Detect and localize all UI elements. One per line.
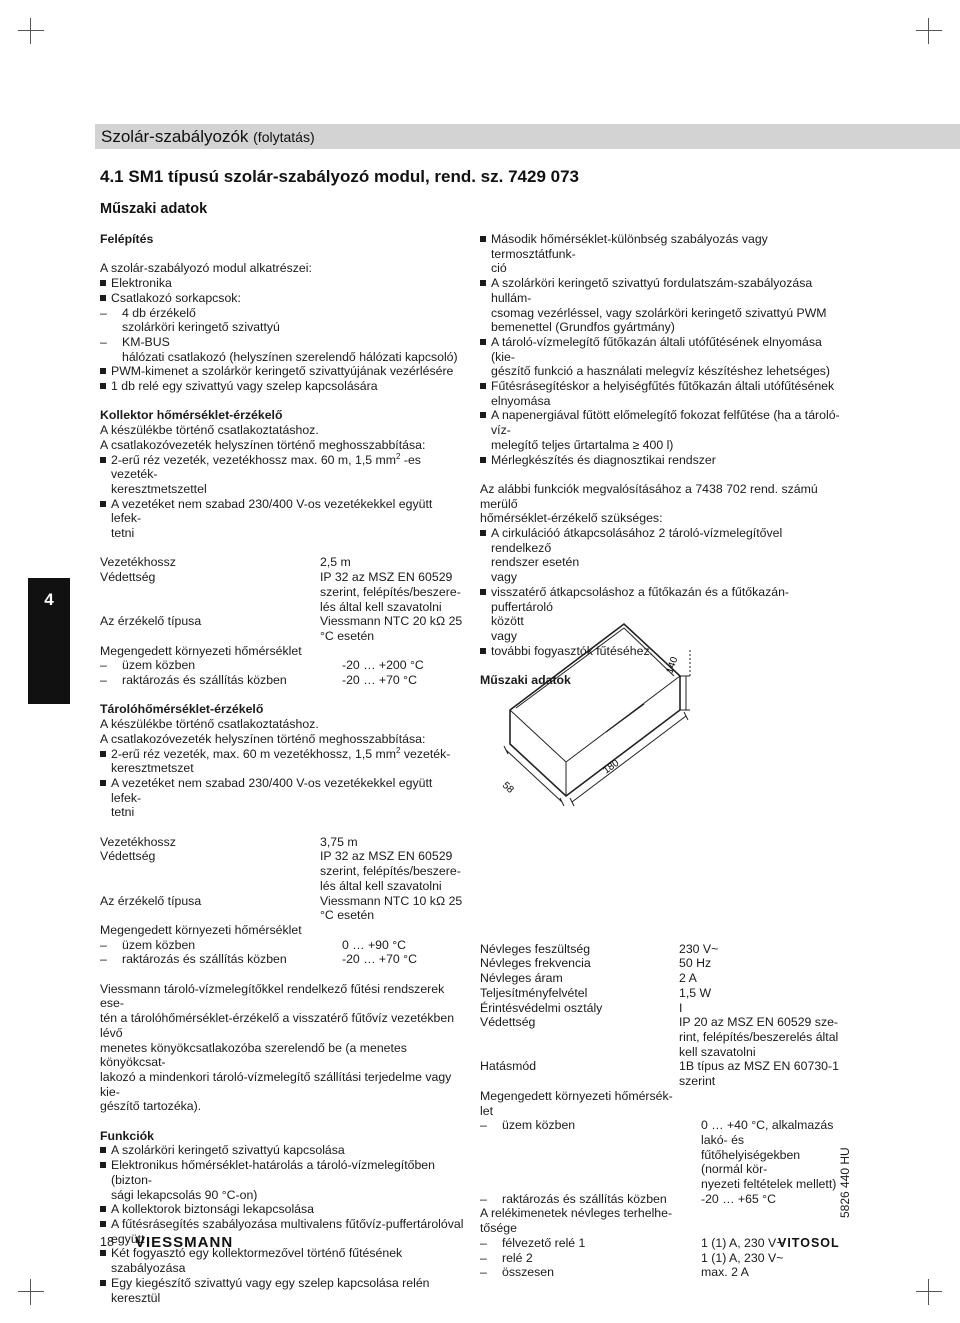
bullet-item: A tároló-vízmelegítő fűtőkazán általi utófűtésének elnyomása (kie- (480, 335, 845, 364)
spec-row: – üzem közben -20 … +200 °C (100, 658, 465, 673)
bullet-item: A vezetéket nem szabad 230/400 V-os vezetékekkel együtt lefek- (100, 776, 465, 805)
page-subtitle: Műszaki adatok (100, 201, 208, 217)
spec-row: – relé 2 1 (1) A, 230 V~ (480, 1251, 845, 1266)
spec-row: – raktározás és szállítás közben -20 … +70 °C (100, 673, 465, 688)
spec-heading: Megengedett környezeti hőmérséklet (100, 643, 302, 658)
chapter-tab (28, 578, 70, 704)
continuation-line: vagy (491, 628, 517, 643)
spec-row: Védettség IP 20 az MSZ EN 60529 sze- rint, felépítés/beszerelés által kell szavatolni (480, 1015, 839, 1059)
text-line: Viessmann tároló-vízmelegítőkkel rendelkező fűtési rendszerek ese- (100, 981, 445, 1011)
dim-180-label: 180 (601, 757, 622, 777)
bullet-item: Elektronika (100, 276, 465, 291)
bullet-item: Csatlakozó sorkapcsok: (100, 291, 465, 306)
chapter-tab-number: 4 (44, 590, 54, 609)
section-header-sub: (folytatás) (253, 129, 315, 145)
bullet-item: A cirkulációó átkapcsolásához 2 tároló-vízmelegítővel rendelkező (480, 526, 845, 555)
continuation-line: elnyomása (491, 393, 551, 408)
bullet-item: A napenergiával fűtött előmelegítő fokozat felfűtése (ha a tároló-víz- (480, 408, 845, 437)
spec-row: – üzem közben 0 … +90 °C (100, 938, 465, 953)
spec-row: – üzem közben 0 … +40 °C, alkalmazás lakó- és fűtőhelyiségekben (normál kör- nyezeti feltételek mellett) (480, 1118, 845, 1192)
spec-row: – félvezető relé 1 1 (1) A, 230 V~ (480, 1236, 845, 1251)
continuation-line: között (491, 614, 524, 629)
left-column (100, 232, 465, 1305)
bullet-item: A kollektorok biztonsági lekapcsolása (100, 1202, 465, 1217)
continuation-line: melegítő teljes űrtartalma ≥ 400 l) (491, 437, 674, 452)
tech-heading: Műszaki adatok (480, 673, 571, 688)
bullet-item: Egy kiegészítő szivattyú vagy egy szelep kapcsolása relén keresztül (100, 1276, 465, 1305)
section-header-bar (95, 124, 960, 149)
bullet-item: Fűtésrásegítéskor a helyiségfűtés fűtőkazán általi utófűtésének (480, 379, 845, 394)
dash-item: – KM-BUS (100, 335, 465, 350)
bullet-item: A vezetéket nem szabad 230/400 V-os vezetékekkel együtt lefek- (100, 497, 465, 526)
product-name: VITOSOL (778, 1236, 840, 1250)
text-line: A készülékbe történő csatlakoztatáshoz. (100, 717, 319, 732)
bullet-item: Mérlegkészítés és diagnosztikai rendszer (480, 453, 845, 468)
indented-item: szolárköri keringető szivattyú (122, 320, 280, 335)
text-line: A készülékbe történő csatlakoztatáshoz. (100, 423, 319, 438)
bullet-item: A szolárköri keringető szivattyú fordulatszám-szabályozása hullám- (480, 276, 845, 305)
page-title: 4.1 SM1 típusú szolár-szabályozó modul, rend. sz. 7429 073 (100, 167, 579, 186)
continuation-line: ció (491, 261, 507, 276)
dim-58-label: 58 (499, 780, 516, 796)
spec-row: Védettség IP 32 az MSZ EN 60529 szerint, felépítés/beszere- lés által kell szavatolni (100, 570, 461, 614)
text-line: tén a tárolóhőmérséklet-érzékelő a visszatérő fűtővíz vezetékben lévő (100, 1011, 455, 1040)
spec-row: Névleges frekvencia 50 Hz (480, 956, 712, 971)
text-line: lakozó a mindenkori tároló-vízmelegítő szállítási terjedelme vagy kie- (100, 1069, 452, 1099)
section-header: Szolár-szabályozók (101, 127, 249, 146)
bullet-item: A szolárköri keringető szivattyú kapcsolása (100, 1143, 465, 1158)
spec-heading: Megengedett környezeti hőmérsék- (480, 1088, 673, 1103)
registration-mark (18, 1279, 44, 1305)
indented-item: hálózati csatlakozó (helyszínen szerelendő hálózati kapcsoló) (122, 349, 458, 364)
kollektor-heading: Kollektor hőmérséklet-érzékelő (100, 408, 283, 423)
spec-heading: tősége (480, 1221, 517, 1236)
bullet-item: PWM-kimenet a szolárkör keringető szivattyújának vezérlésére (100, 364, 465, 379)
continuation-line: vagy (491, 570, 517, 585)
bullet-item: 2-erű réz vezeték, vezetékhossz max. 60 m, 1,5 $mm^2$ -es vezeték- (100, 453, 465, 482)
spec-row: – raktározás és szállítás közben -20 … +65 °C (480, 1192, 845, 1207)
bullet-item: Második hőmérséklet-különbség szabályozás vagy termosztátfunk- (480, 232, 845, 261)
text-line: Az alábbi funkciók megvalósításához a 7438 702 rend. számú merülő (480, 481, 818, 511)
continuation-line: keresztmetszettel (111, 481, 207, 496)
spec-row: Teljesítményfelvétel 1,5 W (480, 985, 712, 1000)
text-line: A csatlakozóvezeték helyszínen történő meghosszabbítása: (100, 437, 426, 452)
continuation-line: tetni (111, 526, 135, 541)
spec-row: – raktározás és szállítás közben -20 … +70 °C (100, 952, 465, 967)
dash-item: – 4 db érzékelő (100, 306, 465, 321)
spec-heading: let (480, 1103, 493, 1118)
bullet-item: Elektronikus hőmérséklet-határolás a tároló-vízmelegítőben (bizton- (100, 1158, 465, 1187)
text-line: hőmérséklet-érzékelő szükséges: (480, 511, 663, 526)
continuation-line: bemenettel (Grundfos gyártmány) (491, 320, 675, 335)
dim-140-label: 140 (664, 655, 681, 676)
text-line: A csatlakozóvezeték helyszínen történő meghosszabbítása: (100, 731, 426, 746)
registration-mark (916, 18, 942, 44)
brand-logo: VIESSMANN (135, 1234, 234, 1251)
spec-row: Hatásmód 1B típus az MSZ EN 60730-1 szerint (480, 1059, 839, 1089)
page-number: 18 (100, 1235, 114, 1249)
spec-row: Védettség IP 32 az MSZ EN 60529 szerint, felépítés/beszere- lés által kell szavatolni (100, 849, 461, 893)
spec-row: Érintésvédelmi osztály I (480, 1000, 683, 1015)
bullet-item: további fogyasztók fűtéséhez. (480, 644, 845, 659)
bullet-item: 2-erű réz vezeték, max. 60 m vezetékhossz, 1,5 $mm^2$ vezeték- (100, 747, 465, 762)
continuation-line: gészítő funkció a használati melegvíz készítéshez lehetséges) (491, 364, 831, 379)
continuation-line: keresztmetszet (111, 761, 194, 776)
bullet-item: A fűtésrásegítés szabályozása multivalens fűtővíz-puffertárolóval (100, 1217, 465, 1232)
bullet-item: 1 db relé egy szivattyú vagy szelep kapcsolására (100, 379, 465, 394)
bullet-item: Két fogyasztó egy kollektormezővel történő fűtésének szabályozása (100, 1246, 465, 1275)
bullet-item: visszatérő átkapcsoláshoz a fűtőkazán és a fűtőkazán-puffertároló (480, 585, 845, 614)
spec-row: Névleges áram 2 A (480, 971, 697, 986)
continuation-line: együtt (111, 1231, 145, 1246)
spec-row: Vezetékhossz 2,5 m (100, 555, 351, 570)
funkciok-heading: Funkciók (100, 1128, 154, 1143)
spec-row: – összesen max. 2 A (480, 1265, 845, 1280)
text-line: A szolár-szabályozó modul alkatrészei: (100, 261, 312, 276)
continuation-line: sági lekapcsolás 90 °C-on) (111, 1187, 258, 1202)
tarolo-heading: Tárolóhőmérséklet-érzékelő (100, 702, 264, 717)
registration-mark (18, 18, 44, 44)
document-number: 5826 440 HU (838, 1147, 852, 1218)
continuation-line: rendszer esetén (491, 555, 580, 570)
spec-row: Névleges feszültség 230 V~ (480, 941, 719, 956)
spec-row: Az érzékelő típusa Viessmann NTC 20 kΩ 25 °C esetén (100, 614, 463, 643)
text-line: menetes könyökcsatlakozóba szerelendő be (a menetes könyökcsat- (100, 1040, 407, 1070)
spec-row: Vezetékhossz 3,75 m (100, 834, 358, 849)
device-dimension-drawing (476, 592, 716, 822)
continuation-line: csomag vezérléssel, vagy szolárköri keringető szivattyú PWM (491, 305, 827, 320)
felepites-heading: Felépítés (100, 232, 154, 246)
continuation-line: tetni (111, 805, 135, 820)
spec-row: Az érzékelő típusa Viessmann NTC 10 kΩ 25 °C esetén (100, 893, 463, 923)
spec-heading: A relékimenetek névleges terhelhe- (480, 1206, 673, 1221)
text-line: gészítő tartozéka). (100, 1099, 202, 1114)
spec-heading: Megengedett környezeti hőmérséklet (100, 922, 302, 937)
registration-mark (916, 1279, 942, 1305)
